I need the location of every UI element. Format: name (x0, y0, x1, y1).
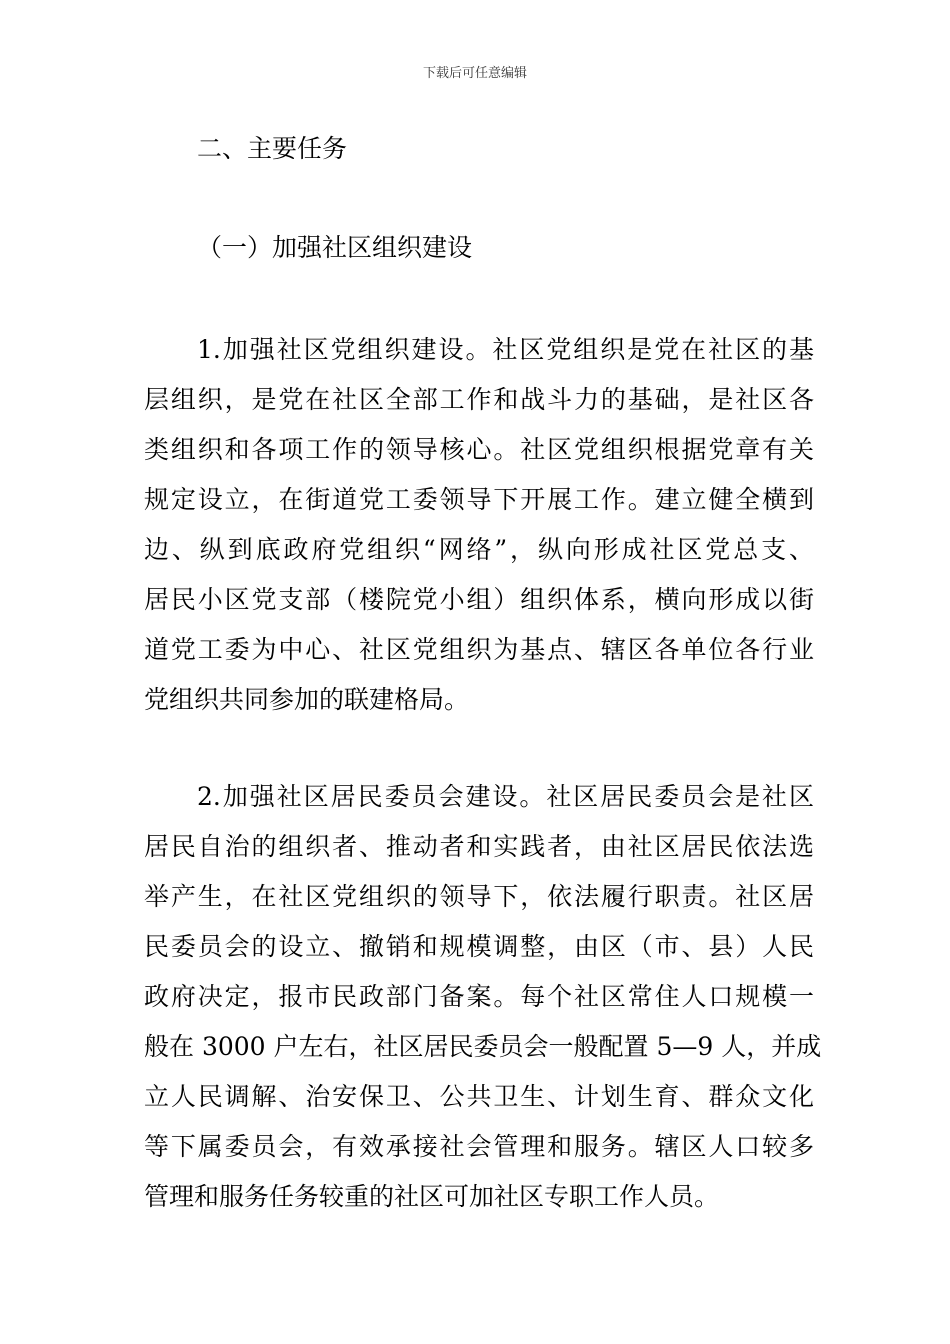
paragraph-line: 举产生，在社区党组织的领导下，依法履行职责。社区居 (144, 882, 814, 911)
subsection-title: （一）加强社区组织建设 (197, 233, 473, 262)
paragraph-line: 边、纵到底政府党组织“网络”，纵向形成社区党总支、 (144, 535, 814, 564)
page-header: 下载后可任意编辑 (422, 66, 527, 81)
paragraph-line: 立人民调解、治安保卫、公共卫生、计划生育、群众文化 (144, 1082, 814, 1111)
paragraph-line: 2.加强社区居民委员会建设。社区居民委员会是社区 (197, 782, 814, 811)
paragraph-line: 规定设立，在街道党工委领导下开展工作。建立健全横到 (144, 485, 814, 514)
paragraph-line: 民委员会的设立、撤销和规模调整，由区（市、县）人民 (144, 932, 814, 961)
paragraph-line: 道党工委为中心、社区党组织为基点、辖区各单位各行业 (144, 635, 814, 664)
paragraph-party-organization (144, 325, 814, 725)
paragraph-line: 1.加强社区党组织建设。社区党组织是党在社区的基 (197, 335, 814, 364)
paragraph-line: 居民自治的组织者、推动者和实践者，由社区居民依法选 (144, 832, 814, 861)
paragraph-residents-committee (144, 772, 822, 1222)
paragraph-line: 居民小区党支部（楼院党小组）组织体系，横向形成以街 (144, 585, 814, 614)
paragraph-line: 管理和服务任务较重的社区可加社区专职工作人员。 (144, 1182, 720, 1211)
paragraph-line: 类组织和各项工作的领导核心。社区党组织根据党章有关 (144, 435, 814, 464)
section-title: 二、主要任务 (197, 134, 348, 163)
paragraph-line: 层组织，是党在社区全部工作和战斗力的基础，是社区各 (144, 385, 814, 414)
paragraph-line: 党组织共同参加的联建格局。 (144, 685, 470, 714)
paragraph-line: 般在 3000 户左右，社区居民委员会一般配置 5—9 人，并成 (144, 1032, 822, 1061)
paragraph-line: 等下属委员会，有效承接社会管理和服务。辖区人口较多 (144, 1132, 814, 1161)
paragraph-line: 政府决定，报市民政部门备案。每个社区常住人口规模一 (144, 982, 814, 1011)
